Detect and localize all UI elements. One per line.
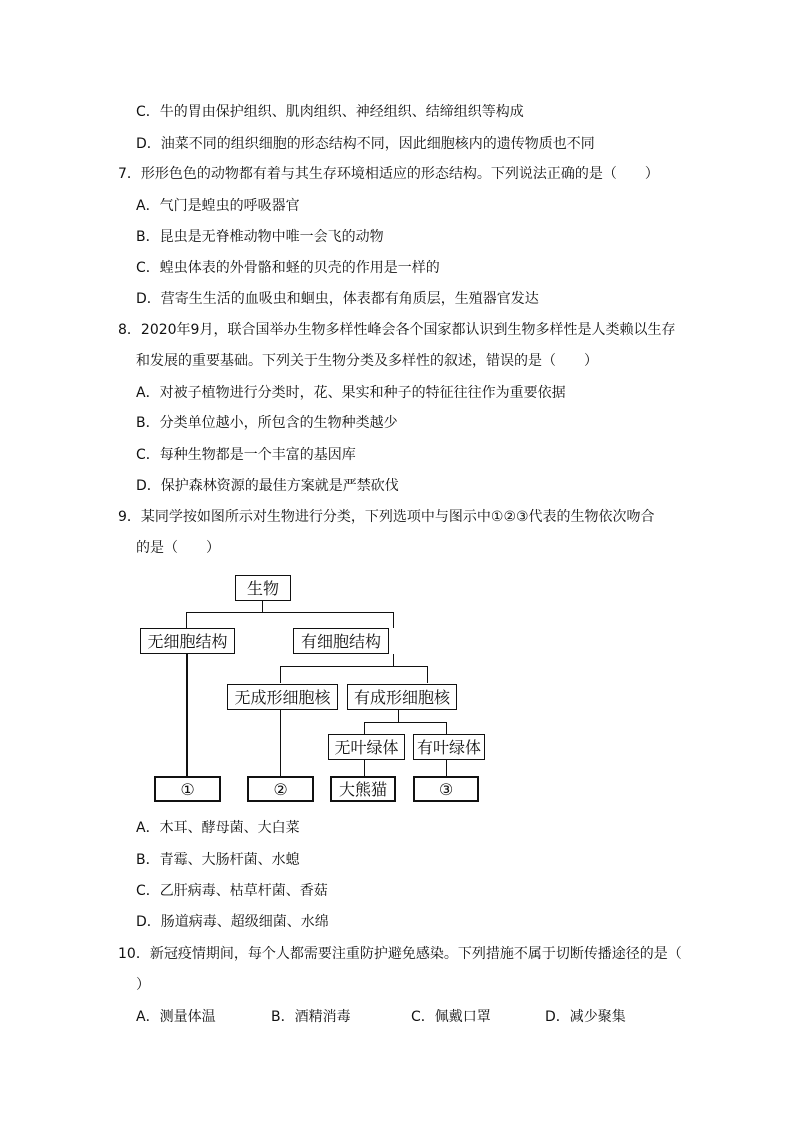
q6-option-d: D．油菜不同的组织细胞的形态结构不同，因此细胞核内的遗传物质也不同 bbox=[136, 136, 595, 152]
node-no-nucleus: 无成形细胞核 bbox=[227, 684, 338, 710]
node-root: 生物 bbox=[235, 575, 291, 601]
node-slot-3: ③ bbox=[413, 776, 479, 802]
node-panda: 大熊猫 bbox=[330, 776, 396, 802]
q8-option-b: B．分类单位越小，所包含的生物种类越少 bbox=[136, 415, 398, 431]
q9-option-c: C．乙肝病毒、枯草杆菌、香菇 bbox=[136, 883, 328, 899]
node-has-nucleus: 有成形细胞核 bbox=[347, 684, 457, 710]
q10-options bbox=[136, 1007, 656, 1027]
q6-option-c: C．牛的胃由保护组织、肌肉组织、神经组织、结缔组织等构成 bbox=[136, 104, 524, 120]
q8-stem-line1: 8．2020年9月，联合国举办生物多样性峰会各个国家都认识到生物多样性是人类赖以生存 bbox=[118, 322, 676, 338]
node-has-cell-structure: 有细胞结构 bbox=[293, 628, 389, 654]
q10-stem-line1: 10．新冠疫情期间，每个人都需要注重防护避免感染。下列措施不属于切断传播途径的是（ bbox=[118, 946, 682, 962]
connector bbox=[262, 601, 263, 612]
q8-option-a: A．对被子植物进行分类时，花、果实和种子的特征往往作为重要依据 bbox=[136, 385, 566, 401]
node-slot-2: ② bbox=[247, 776, 314, 802]
node-has-chloroplast: 有叶绿体 bbox=[413, 734, 485, 760]
q9-option-b: B．青霉、大肠杆菌、水螅 bbox=[136, 852, 300, 868]
connector bbox=[186, 612, 393, 613]
q10-option-a: A．测量体温 bbox=[136, 1009, 216, 1025]
q8-option-d: D．保护森林资源的最佳方案就是严禁砍伐 bbox=[136, 478, 399, 494]
q9-option-a: A．木耳、酵母菌、大白菜 bbox=[136, 820, 300, 836]
q8-option-c: C．每种生物都是一个丰富的基因库 bbox=[136, 447, 356, 463]
q8-stem-line2: 和发展的重要基础。下列关于生物分类及多样性的叙述，错误的是（ ） bbox=[136, 353, 598, 369]
connector bbox=[446, 722, 447, 734]
q10-option-c: C．佩戴口罩 bbox=[411, 1009, 491, 1025]
connector bbox=[364, 722, 446, 723]
q9-stem-line2: 的是（ ） bbox=[136, 540, 220, 556]
connector bbox=[280, 710, 281, 776]
q10-option-b: B．酒精消毒 bbox=[271, 1009, 351, 1025]
node-no-cell-structure: 无细胞结构 bbox=[140, 628, 235, 654]
node-slot-1: ① bbox=[154, 776, 221, 802]
connector bbox=[280, 666, 281, 683]
q10-stem-line2: ） bbox=[136, 977, 150, 993]
q7-option-d: D．营寄生生活的血吸虫和蛔虫，体表都有角质层，生殖器官发达 bbox=[136, 291, 539, 307]
connector bbox=[186, 654, 188, 776]
connector bbox=[398, 710, 399, 722]
connector bbox=[280, 666, 427, 667]
node-no-chloroplast: 无叶绿体 bbox=[328, 734, 405, 760]
connector bbox=[427, 666, 428, 683]
connector bbox=[186, 612, 187, 628]
q9-option-d: D．肠道病毒、超级细菌、水绵 bbox=[136, 914, 329, 930]
q7-option-b: B．昆虫是无脊椎动物中唯一会飞的动物 bbox=[136, 229, 384, 245]
connector bbox=[364, 760, 365, 776]
classification-diagram bbox=[140, 570, 500, 810]
connector bbox=[446, 760, 447, 776]
q7-option-c: C．蝗虫体表的外骨骼和蛏的贝壳的作用是一样的 bbox=[136, 260, 440, 276]
q7-option-a: A．气门是蝗虫的呼吸器官 bbox=[136, 198, 300, 214]
connector bbox=[393, 612, 394, 628]
q7-stem: 7．形形色色的动物都有着与其生存环境相适应的形态结构。下列说法正确的是（ ） bbox=[118, 166, 659, 182]
q10-option-d: D．减少聚集 bbox=[545, 1009, 626, 1025]
connector bbox=[393, 654, 394, 666]
q9-stem-line1: 9．某同学按如图所示对生物进行分类，下列选项中与图示中①②③代表的生物依次吻合 bbox=[118, 509, 655, 525]
connector bbox=[364, 722, 365, 734]
